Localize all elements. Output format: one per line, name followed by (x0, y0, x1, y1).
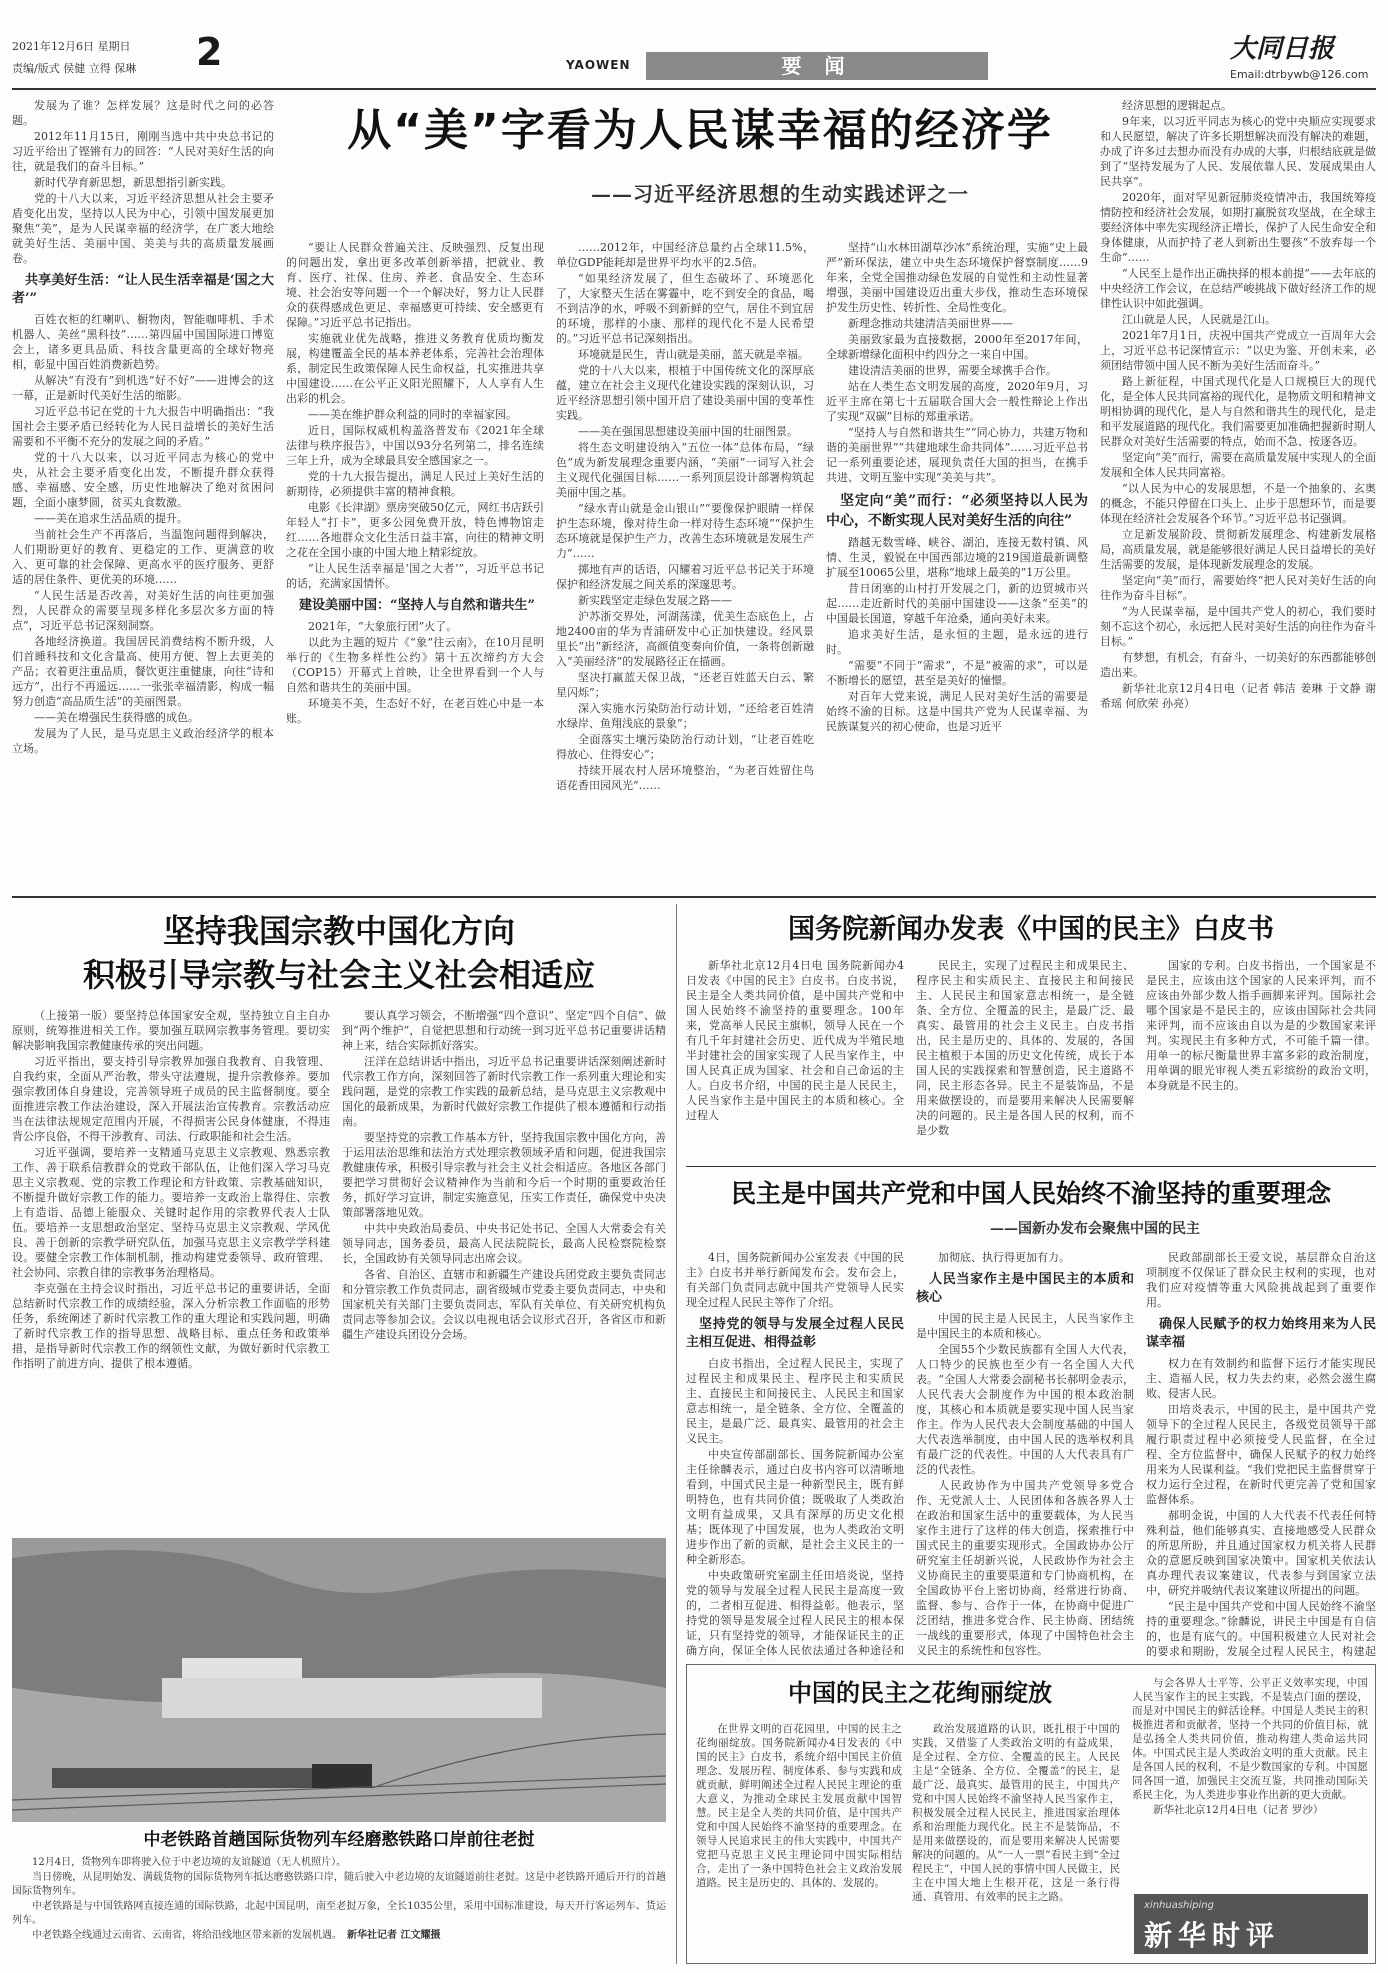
section-name: 要 闻 (781, 54, 853, 78)
a1-column-1: 发展为了谁？怎样发展？这是时代之问的必答题。 2012年11月15日，刚刚当选中共中央总书记的习近平给出了铿锵有力的回答：“人民对美好生活的向往，就是我们的奋斗目标。” 新时代孕育新思想，新思想指引新实践。 党的十八大以来，习近平经济思想从社会主要矛盾变化出发，坚持以人民为中心，引领中国发展更加聚焦“美”，是为人民谋幸福的经济学，在广袤大地绘就美好生活、美丽中国、美美与共的高质量发展画卷。 共享美好生活：“让人民生活幸福是‘国之大者’” 百姓衣柜的红喇叭、橱物肉，智能咖啡机、手术机器人、美丝“黑科技”……第四届中国国际进口博览会上，诸多更具品质、科技含量更高的全球好物亮相，彰显中国百姓消费新趋势。 从解决“有没有”到机选“好不好”——进博会的这一幕，正是新时代美好生活的缩影。 习近平总书记在党的十九大报告中明确指出：“我国社会主要矛盾已经转化为人民日益增长的美好生活需要和不平衡不充分的发展之间的矛盾。” 党的十八大以来，以习近平同志为核心的党中央，从社会主要矛盾变化出发，不断提升群众获得感、幸福感、安全感，历史性地解决了绝对贫困问题，全面小康梦圆，贫买丸食数激。 ——美在追求生活品质的提升。 当前社会生产不再落后，当温饱问题得到解决，人们期盼更好的教育、更稳定的工作、更满意的收入、更可靠的社会保障、更高水平的医疗服务、更舒适的居住条件、更优美的环境…… “人民生活是否改善，对美好生活的向往更加强烈，人民群众的需要呈现多样化多层次多方面的特点”，习近平总书记深刻洞察。 各地经济换道。我国居民消费结构不断升级，人们首睡科技和文化含量高、使用方便、智上去更美的产品；衣着更注重品质，餐饮更注重健康，向往“诗和远方”，出行不再遥远……一张张幸福清影，构成一幅努力创造“高品质生活”的美丽图景。 ——美在增强民生获得感的成色。 发展为了人民，是马克思主义政治经济学的根本立场。 (12, 99, 274, 755)
page-number: 2 (196, 30, 223, 74)
photo-headline: 中老铁路首趟国际货物列车经磨憨铁路口岸前往老挝 (143, 1830, 535, 1850)
email-address: Email:dtrbywb@126.com (1230, 68, 1369, 81)
news-photo (12, 1538, 666, 1822)
a2-headline-line-1: 坚持我国宗教中国化方向 (162, 912, 515, 950)
photo-caption: 12月4日，货物列车即将驶入位于中老边境的友谊隧道（无人机照片）。 当日傍晚，从昆明始发、满载货物的国际货物列车抵达磨憨铁路口岸，随后驶入中老边境的友谊隧道前往老挝。这是中老铁路开通后开行的首趟国际货物列车。 中老铁路是与中国铁路网直接连通的国际铁路，北起中国昆明，南至老挝万象，全长1035公里，采用中国标准建设，每天开行客运列车、货运列车。 中老铁路全线通过云南省、云南省，将给沿线地区带来新的发展机遇。 新华社记者 江文耀摄 (12, 1857, 666, 1941)
a4-column-2: 加彻底、执行得更加有力。 人民当家作主是中国民主的本质和核心 中国的民主是人民民主，人民当家作主是中国民主的本质和核心。 全国55个少数民族都有全国人大代表，人口特少的民族也至少有一名全国人大代表。“全国人大常委会副秘书长郝明金表示，人民代表大会制度作为中国的根本政治制度，其核心和本质就是要实现中国人民当家作主。作为人民代表大会制度基础的中国人大代表选举制度，由中国人民的选举权利具有最广泛的代表性。中国的人大代表具有广泛的代表性。 人民政协作为中国共产党领导多党合作、无党派人士、人民团体和各族各界人士在政治和国家生活中的重要载体，为人民当家作主进行了这样的伟大创造，探索推行中国式民主的重要实现形式。全国政协办公厅研究室主任胡新兴说，人民政协作为社会主义协商民主的重要渠道和专门协商机构，在全国政协平台上密切协商，经常进行协商、监督、参与、合作于一体，在协商中促进广泛团结，推进多党合作、民主协商、团结统一战线的重要形式，体现了中国特色社会主义民主的系统性和包容性。 (916, 1251, 1134, 1657)
a2-column-1: （上接第一版）要坚持总体国家安全观，坚持独立自主自办原则，统筹推进相关工作。要加强互联网宗教事务管理。要切实解决影响我国宗教健康传承的突出问题。 习近平指出，要支持引导宗教界加强自我教育、自我管理、自我约束，全面从严治教，带头守法遵规，提升宗教修养。要加强宗教团体自身建设，完善领导班子成员的民主监督制度。要全面推进宗教工作法治建设，深入开展法治宣传教育。宗教活动应当在法律法规规定范围内开展，不得损害公民身体健康，不得违背公序良俗，不得干涉教育、司法、行政职能和社会生活。 习近平强调，要培养一支精通马克思主义宗教观、熟悉宗教工作、善于联系信教群众的党政干部队伍，让他们深入学习马克思主义宗教观、党的宗教工作理论和方针政策、宗教基础知识，不断提升做好宗教工作的能力。要培养一支政治上靠得住、宗教上有造诣、品德上能服众、关键时起作用的宗教界代表人士队伍。要培养一支思想政治坚定、坚持马克思主义宗教观、学风优良、善于创新的宗教学研究队伍，加强马克思主义宗教学学科建设。要健全宗教工作体制机制，推动构建党委领导、政府管理、社会协同、宗教自律的宗教事务治理格局。 李克强在主持会议时指出，习近平总书记的重要讲话，全面总结新时代宗教工作的成绩经验，深入分析宗教工作面临的形势任务，系统阐述了新时代宗教工作的重大理论和实践问题，明确了新时代宗教工作的指导思想、战略目标、重点任务和政策举措，是指导新时代宗教工作的纲领性文献，为做好新时代宗教工作指明了前进方向、提供了根本遵循。 (12, 1009, 330, 1370)
railway-photo-graphic (12, 1538, 666, 1822)
section-divider (686, 1166, 1376, 1167)
a5-column-2: 政治发展道路的认识，既扎根于中国的实践，又借鉴了人类政治文明的有益成果，是全过程、全方位、全覆盖的民主。人民民主是“全链条、全方位、全覆盖”的民主，是最广泛、最真实、最管用的民主，中国共产党和中国人民始终不渝坚持人民当家作主，积极发展全过程人民民主，推进国家治理体系和治理能力现代化。民主不是装饰品，不是用来做摆设的，而是要用来解决人民需要解决的问题的。从“一人一票”看民主到“全过程民主”，中国人民的事情中国人民做主，民主在中国大地上生根开花，这是一条行得通、真管用、有效率的民主之路。 (912, 1723, 1120, 1903)
a5-column-1: 在世界文明的百花园里，中国的民主之花绚丽绽放。国务院新闻办4日发表的《中国的民主》白皮书，系统介绍中国民主价值理念、发展历程、制度体系、参与实践和成就贡献，鲜明阐述全过程人民民主理论的重大意义，为推动全球民主发展贡献中国智慧。民主是全人类的共同价值，是中国共产党和中国人民始终不渝坚持的重要理念。在领导人民追求民主的伟大实践中，中国共产党把马克思主义民主理论同中国实际相结合，走出了一条中国特色社会主义政治发展道路。民主是历史的、具体的、发展的。 (696, 1723, 902, 1889)
a4-column-3: 民政部副部长王爱文说，基层群众自治这项制度不仅保证了群众民主权利的实现，也对我们应对疫情等重大风险挑战起到了重要作用。 确保人民赋予的权力始终用来为人民谋幸福 权力在有效制约和监督下运行才能实现民主、造福人民，权力失去约束，必然会滋生腐败、侵害人民。 田培炎表示，中国的民主，是中国共产党领导下的全过程人民民主，各级党员领导干部履行职责过程中必须接受人民监督，在全过程、全方位监督中，确保人民赋予的权力始终用来为人民谋利益。“我们党把民主监督贯穿于权力运行全过程，在新时代更完善了党和国家监督体系。 郝明金说，中国的人大代表不代表任何特殊利益，他们能够真实、直接地感受人民群众的所思所盼，并且通过国家权力机关将人民群众的意愿反映到国家决策中。国家机关依法认真办理代表议案建议，代表参与到国家立法中，研究并吸纳代表议案建议所提出的问题。 “民主是中国共产党和中国人民始终不渝坚持的重要理念。”徐麟说，讲民主中国是有自信的，也是有底气的。中国积极建立人民对社会的要求和期盼，发展全过程人民民主，构建起 (1146, 1251, 1376, 1658)
a1-column-4: 坚持“山水林田湖草沙冰”系统治理，实施“史上最严”新环保法，建立中央生态环境保护督察制度……9年来，全党全国推动绿色发展的自觉性和主动性显著增强，美丽中国建设迈出重大步伐，推动生态环境保护发生历史性、转折性、全局性变化。 新理念推动共建清洁美丽世界—— 美丽致家最为直接数据，2000年至2017年间，全球新增绿化面积中约四分之一来自中国。 建设清洁美丽的世界，需要全球携手合作。 站在人类生态文明发展的高度，2020年9月，习近平主席在第七十五届联合国大会一般性辩论上作出了实现“双碳”目标的郑重承诺。 “坚持人与自然和谐共生”“同心协力，共建万物和谐的美丽世界”“共建地球生命共同体”……习近平总书记一系列重要论述，展现负责任大国的担当，在携手共进、文明互鉴中实现“美美与共”。 坚定向“美”而行：“必须坚持以人民为中心，不断实现人民对美好生活的向往” 踏越无数雪峰、峡谷、湖泊，连接无数村镇、风情、生灵，毅锐在中国西部边境的219国道最新调整扩展至10065公里，堪称“地球上最美的”1万公里。 昔日闭塞的山村打开发展之门，新的边贸城市兴起……走近新时代的美丽中国建设——这条“至美”的中国最长国道，穿越千年沧桑，通向美好未来。 追求美好生活，是永恒的主题，是永远的进行时。 “需要”不同于“需求”，不是“被需的求”，可以是不断增长的愿望，甚至是美好的憧憬。 对百年大党来说，满足人民对美好生活的需要是始终不渝的目标。这是中国共产党为人民谋幸福、为民族谋复兴的初心使命，也是习近平 (826, 241, 1088, 733)
a5-headline: 中国的民主之花绚丽绽放 (788, 1679, 1052, 1707)
logo-text: 新华时评 (1144, 1919, 1281, 1952)
a4-column-1: 4日，国务院新闻办公室发表《中国的民主》白皮书并举行新闻发布会。发布会上，有关部门负责同志就中国共产党领导人民实现全过程人民民主等作了介绍。 坚持党的领导与发展全过程人民民主相互促进、相得益彰 白皮书指出，全过程人民民主，实现了过程民主和成果民主、程序民主和实质民主、直接民主和间接民主、人民民主和国家意志相统一，是全链条、全方位、全覆盖的民主，是最广泛、最真实、最管用的社会主义民主。 中央宣传部副部长、国务院新闻办公室主任徐麟表示，通过白皮书内容可以清晰地看到，中国式民主是一种新型民主，既有鲜明特色，也有共同价值；既吸取了人类政治文明有益成果，又具有深厚的历史文化根基；既体现了中国发展，也为人类政治文明进步作出了新的贡献，是社会主义民主的一种全新形态。 中央政策研究室副主任田培炎说，坚持党的领导与发展全过程人民民主是高度一致的，二者相互促进、相得益彰。他表示，坚持党的领导是发展全过程人民民主的根本保证，只有坚持党的领导，才能保证民主的正确方向，保证全体人民依法通过各种途径和 (686, 1251, 904, 1657)
byline: 新华社北京12月4日电（记者 韩洁 姜琳 于文静 谢希瑶 何欣荣 孙亮） (1100, 682, 1376, 710)
a3-column-2: 民民主，实现了过程民主和成果民主、程序民主和实质民主、直接民主和间接民主、人民民主和国家意志相统一，是全链条、全方位、全覆盖的民主，是最广泛、最真实、最管用的社会主义民主。白皮书指出，民主是历史的、具体的、发展的，各国民主植根于本国的历史文化传统，成长于本国人民的实践探索和智慧创造，民主道路不同，民主形态各异。民主不是装饰品，不是用来做摆设的，而是要用来解决人民需要解决的问题的。民主是各国人民的权利，而不是少数 (916, 959, 1134, 1137)
section-pinyin: YAOWEN (566, 58, 631, 72)
photo-credit: 新华社记者 江文耀摄 (347, 1930, 441, 1941)
masthead (0, 0, 1388, 92)
a1-subheadline: ——习近平经济思想的生动实践述评之一 (591, 182, 969, 206)
a3-headline: 国务院新闻办发表《中国的民主》白皮书 (788, 914, 1274, 945)
logo-pinyin: xinhuashiping (1144, 1900, 1214, 1911)
subheading: 坚定向“美”而行：“必须坚持以人民为中心，不断实现人民对美好生活的向往” (826, 493, 1088, 529)
paper-logo: 大同日报 (1230, 34, 1335, 64)
a1-column-5: 经济思想的逻辑起点。 9年来，以习近平同志为核心的党中央顺应实现要求和人民愿望，解决了许多长期想解决而没有解决的难题，办成了许多过去想办而没有办成的大事，归根结底就是做到了“坚持发展为了人民、发展依靠人民、发展成果由人民共享”。 2020年，面对罕见新冠肺炎疫情冲击，我国统筹疫情防控和经济社会发展，如期打赢脱贫攻坚战，在全球主要经济体中率先实现经济正增长，保护了人民生命安全和身体健康，从而护持了老人到新出生婴孩“不放弃每一个生命”…… “人民至上是作出正确抉择的根本前提”——去年底的中央经济工作会议，在总结严峻挑战下做好经济工作的规律性认识中如此强调。 江山就是人民，人民就是江山。 2021年7月1日，庆祝中国共产党成立一百周年大会上，习近平总书记深情宣示：“以史为鉴、开创未来，必须团结带领中国人民不断为美好生活而奋斗。” 路上新征程，中国式现代化是人口规模巨大的现代化，是全体人民共同富裕的现代化，是物质文明和精神文明相协调的现代化，是人与自然和谐共生的现代化，是走和平发展道路的现代化。我们需要更加准确把握新时期人民群众对美好生活需要的特点，始而不急、按逐各迈。 坚定向“美”而行，需要在高质量发展中实现人的全面发展和全体人民共同富裕。 “以人民为中心的发展思想，不是一个抽象的、玄奥的概念，不能只停留在口头上、止步于思想环节，而是要体现在经济社会发展各个环节。”习近平总书记强调。 立足新发展阶段、贯彻新发展理念、构建新发展格局，高质量发展，就是能够很好满足人民日益增长的美好生活需要的发展，是体现新发展理念的发展。 坚定向“美”而行，需要始终“把人民对美好生活的向往作为奋斗目标”。 “为人民谋幸福，是中国共产党人的初心，我们要时刻不忘这个初心，永远把人民对美好生活的向往作为奋斗目标。” 有梦想，有机会，有奋斗，一切美好的东西都能够创造出来。 新华社北京12月4日电（记者 韩洁 姜琳 于文静 谢希瑶 何欣荣 孙亮） (1100, 99, 1376, 710)
a1-headline: 从“美”字看为人民谋幸福的经济学 (347, 105, 1053, 156)
a4-headline: 民主是中国共产党和中国人民始终不渝坚持的重要理念 (730, 1179, 1331, 1208)
a3-column-1: 新华社北京12月4日电 国务院新闻办4日发表《中国的民主》白皮书。白皮书说，民主是全人类共同价值，是中国共产党和中国人民始终不渝坚持的重要理念。100年来，党高举人民民主旗帜，领导人民在一个有几千年封建社会历史、近代成为半殖民地半封建社会的国家实现了人民当家作主，中国人民真正成为国家、社会和自己命运的主人。白皮书介绍，中国的民主是人民民主，人民当家作主是中国民主的本质和核心。全过程人 (686, 959, 904, 1122)
byline: 新华社北京12月4日电（记者 罗沙） (1153, 1804, 1324, 1816)
masthead-rule (12, 88, 1376, 90)
a2-headline-line-2: 积极引导宗教与社会主义社会相适应 (82, 956, 595, 994)
a5-column-3: 与会各界人士平等、公平正义效率实现，中国人民当家作主的民主实践，不是装点门面的摆设，而是对中国民主的鲜活诠释。中国是人类民主的积极推进者和贡献者，坚持一个共同的价值目标，就是弘扬全人类共同价值，推动构建人类命运共同体。中国式民主是人类政治文明的重大贡献。民主是各国人民的权利，不是少数国家的专利。中国愿同各国一道，加强民主交流互鉴，共同推动国际关系民主化，为人类进步事业作出新的更大贡献。 新华社北京12月4日电（记者 罗沙） (1132, 1677, 1368, 1816)
section-divider (12, 896, 1376, 898)
column-divider (676, 904, 677, 1964)
subheading: 坚持党的领导与发展全过程人民民主相互促进、相得益彰 (686, 1317, 904, 1350)
subheading: 确保人民赋予的权力始终用来为人民谋幸福 (1146, 1317, 1376, 1350)
a1-column-3: ……2012年，中国经济总量约占全球11.5%，单位GDP能耗却是世界平均水平的2.5倍。 “如果经济发展了，但生态破坏了、环境恶化了，大家整天生活在雾霾中，吃不到安全的食品，喝不到洁净的水，呼吸不到新鲜的空气，居住不到宜居的环境，那样的小康、那样的现代化不是人民希望的。”习近平总书记深刻指出。 环境就是民生，青山就是美丽，蓝天就是幸福。 党的十八大以来，根植于中国传统文化的深厚底蕴，建立在社会主义现代化建设实践的深刻认识，习近平经济思想引领中国开启了建设美丽中国的变革性实践。 ——美在强国思想建设美丽中国的壮丽图景。 将生态文明建设纳入“五位一体”总体布局，“绿色”成为新发展理念重要内涵，“美丽”一词写入社会主义现代化强国目标……一系列顶层设计部署构筑起美丽中国之基。 “绿水青山就是金山银山”“要像保护眼睛一样保护生态环境，像对待生命一样对待生态环境”“保护生态环境就是保护生产力，改善生态环境就是发展生产力”…… 掷地有声的话语，闪耀着习近平总书记关于环境保护和经济发展之间关系的深邃思考。 新实践坚定走绿色发展之路—— 沪苏浙交界处，河湖荡漾，优美生态底色上，占地2400亩的华为青浦研发中心正加快建设。经风景里长“出”新经济，高颜值变奏向价值，一条将创新融入“美丽经济”的发展路径正在描画。 坚决打赢蓝天保卫战，“还老百姓蓝天白云、繁星闪烁”； 深入实施水污染防治行动计划，“还给老百姓清水绿岸、鱼翔浅底的景象”； 全面落实土壤污染防治行动计划，“让老百姓吃得放心、住得安心”； 持续开展农村人居环境整治，“为老百姓留住鸟语花香田园风光”…… (556, 241, 814, 792)
a4-subheadline: ——国新办发布会聚焦中国的民主 (990, 1221, 1200, 1237)
editor-credit: 责编/版式 侯健 立得 保琳 (12, 62, 137, 75)
subheading: 建设美丽中国：“坚持人与自然和谐共生” (299, 598, 535, 613)
subheading: 人民当家作主是中国民主的本质和核心 (916, 1272, 1134, 1305)
a3-column-3: 国家的专利。白皮书指出，一个国家是不是民主，应该由这个国家的人民来评判，而不应该由外部少数人指手画脚来评判。国际社会哪个国家是不是民主的，应该由国际社会共同来评判，而不应该由自以为是的少数国家来评判。实现民主有多种方式，不可能千篇一律。用单一的标尺衡量世界丰富多彩的政治制度，用单调的眼光审视人类五彩缤纷的政治文明，本身就是不民主的。 (1146, 959, 1376, 1092)
xinhua-commentary-logo (1134, 1894, 1368, 1954)
subheading: 共享美好生活：“让人民生活幸福是‘国之大者’” (12, 273, 274, 306)
a2-column-2: 要认真学习领会，不断增强“四个意识”、坚定“四个自信”、做到“两个维护”，自觉把思想和行动统一到习近平总书记重要讲话精神上来，结合实际抓好落实。 汪洋在总结讲话中指出，习近平总书记重要讲话深刻阐述新时代宗教工作方向，深刻回答了新时代宗教工作一系列重大理论和实践问题，是党的宗教工作实践的最新总结，是马克思主义宗教观中国化的最新成果，为新时代做好宗教工作提供了根本遵循和行动指南。 要坚持党的宗教工作基本方针，坚持我国宗教中国化方向，善于运用法治思维和法治方式处理宗教领域矛盾和问题，促进我国宗教健康传承，积极引导宗教与社会主义社会相适应。各地区各部门要把学习贯彻好会议精神作为当前和今后一个时期的重要政治任务，抓好学习宣讲，制定实施意见，压实工作责任，确保党中央决策部署落地见效。 中共中央政治局委员、中央书记处书记、全国人大常委会有关领导同志，国务委员，最高人民法院院长，最高人民检察院检察长，全国政协有关领导同志出席会议。 各省、自治区、直辖市和新疆生产建设兵团党政主要负责同志和分管宗教工作负责同志，副省级城市党委主要负责同志，中央和国家机关有关部门主要负责同志，军队有关单位、有关研究机构负责同志等参加会议。会议以电视电话会议形式召开，各省区市和新疆生产建设兵团设分会场。 (342, 1009, 666, 1341)
a1-column-2: “要让人民群众普遍关注、反映强烈、反复出现的问题出发，拿出更多改革创新举措，把就业、教育、医疗、社保、住房、养老、食品安全、生态环境、社会治安等问题一个一个解决好，努力让人民群众的获得感成色更足、幸福感更可持续、安全感更有保障。”习近平总书记指出。 实施就业优先战略，推进义务教育优质均衡发展，构建覆盖全民的基本养老体系，完善社会治理体系，制定民生政策保障人民生命权益，扎实推进共享中国建设……在公平正义阳光照耀下，人人享有人生出彩的机会。 ——美在维护群众利益的同时的幸福家园。 近日，国际权威机构盖洛普发布《2021年全球法律与秩序报告》，中国以93分名列第二，排名连续三年上升，成为全球最具安全感国家之一。 党的十九大报告提出，满足人民过上美好生活的新期待，必须提供丰富的精神食粮。 电影《长津湖》票房突破50亿元，网红书店跃引年轻人“打卡”，更多公园免费开放，特色博物馆走红……各地群众文化生活日益丰富，向往的精神文明之花在全国小康的中国大地上精彩绽放。 “让人民生活幸福是‘国之大者’”，习近平总书记的话，充满家国情怀。 建设美丽中国：“坚持人与自然和谐共生” 2021年，“大象旅行团”火了。 以此为主题的短片《“象”往云南》，在10月昆明举行的《生物多样性公约》第十五次缔约方大会（COP15）开幕式上首映，让全世界看到一个人与自然和谐共生的美丽中国。 环境美不美，生态好不好，在老百姓心中是一本账。 (286, 241, 544, 725)
issue-date: 2021年12月6日 星期日 (12, 40, 131, 53)
